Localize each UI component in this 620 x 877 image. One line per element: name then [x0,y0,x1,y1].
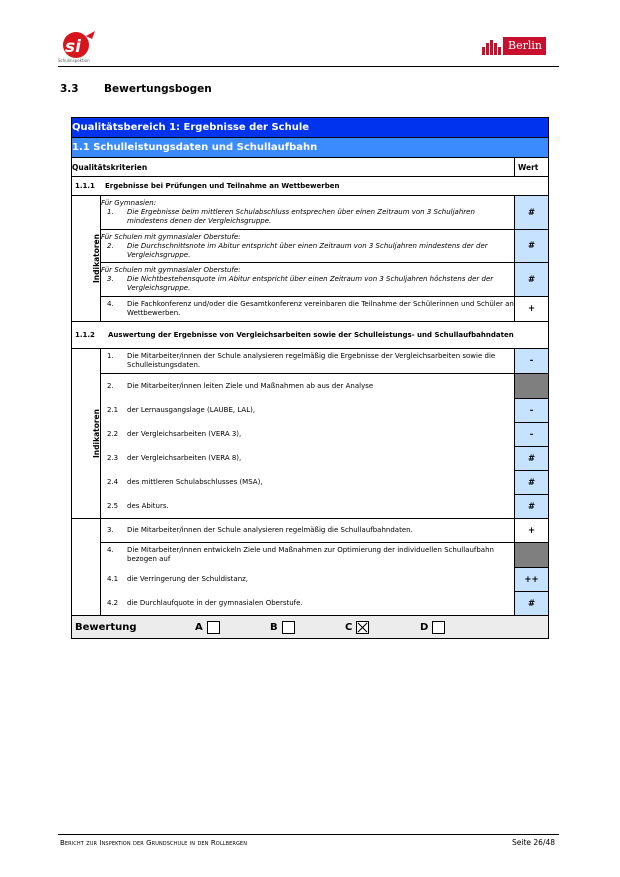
indicator-row: 2.4 des mittleren Schulabschlusses (MSA), [101,471,515,495]
checkbox[interactable] [282,621,295,634]
indicator-row: 3. Die Mitarbeiter/innen der Schule analysieren regelmäßig die Schullaufbahndaten. [101,519,515,543]
rating-label: Bewertung [75,621,137,633]
footer-report-title: Bericht zur Inspektion der Grundschule in den Rollbergen [60,839,248,847]
section-heading [60,83,212,95]
si-logo-icon [62,30,98,60]
indicator-row: Für Gymnasien: 1. Die Ergebnisse beim mittleren Schulabschluss entsprechen über einen Zeitraum von 3 Schuljahren mindestens denen der Vergleichsgruppe. [101,196,515,230]
indicator-row: 1. Die Mitarbeiter/innen der Schule analysieren regelmäßig die Ergebnisse der Vergleichsarbeiten sowie die Schulleistungsdaten. [101,349,515,374]
indicator-value: # [515,196,549,230]
indicator-value: # [515,230,549,263]
indicator-row: Für Schulen mit gymnasialer Oberstufe: 3. Die Nichtbestehensquote im Abitur entspricht über einen Zeitraum von 3 Schuljahren höchstens der der Vergleichsgruppe. [101,263,515,297]
indicator-value: + [515,519,549,543]
rating-option-a[interactable]: A [195,621,270,634]
indicator-value: # [515,447,549,471]
berlin-logo-text: Berlin [503,37,546,55]
col-value-header: Wert [515,158,549,177]
indicator-row: 2.1 der Lernausgangslage (LAUBE, LAL), [101,399,515,423]
indicator-value: # [515,263,549,297]
header-rule [58,66,559,67]
indicator-row: 2.3 der Vergleichsarbeiten (VERA 8), [101,447,515,471]
rating-table [71,117,549,639]
indicator-value [515,374,549,399]
indicator-value: # [515,592,549,616]
footer-rule [58,834,559,835]
indicator-row: 4. Die Mitarbeiter/innen entwickeln Ziele und Maßnahmen zur Optimierung der individuellen Schullaufbahn bezogen auf [101,543,515,568]
indicator-value: - [515,349,549,374]
indicator-value: # [515,471,549,495]
indicator-value [515,543,549,568]
logo-caption: Schulinspektion [58,58,90,63]
section-number: 3.3 [60,83,79,95]
criterion-heading: 1.1.1 Ergebnisse bei Prüfungen und Teilnahme an Wettbewerben [72,177,549,196]
quality-area-title: Qualitätsbereich 1: Ergebnisse der Schule [72,118,549,138]
checkbox-checked[interactable] [356,621,369,634]
indicator-row: Für Schulen mit gymnasialer Oberstufe: 2. Die Durchschnittsnote im Abitur entspricht über einen Zeitraum von 3 Schuljahren mindestens der der Vergleichsgruppe. [101,230,515,263]
indicator-row: 4. Die Fachkonferenz und/oder die Gesamtkonferenz vereinbaren die Teilnahme der Schülerinnen und Schüler an Wettbewerben. [101,297,515,322]
col-criteria-header: Qualitätskriterien [72,158,515,177]
indicator-value: - [515,399,549,423]
indicator-value: - [515,423,549,447]
berlin-logo [482,37,546,55]
checkbox[interactable] [432,621,445,634]
indicators-label: Indikatoren [72,349,101,519]
indicator-value: + [515,297,549,322]
quality-subarea-title: 1.1 Schulleistungsdaten und Schullaufbahn [72,138,549,158]
section-title: Bewertungsbogen [104,83,212,95]
rating-option-b[interactable]: B [270,621,345,634]
indicator-row: 2.5 des Abiturs. [101,495,515,519]
rating-option-d[interactable]: D [420,621,495,634]
rating-option-c[interactable]: C [345,621,420,634]
indicator-row: 4.1 die Verringerung der Schuldistanz, [101,568,515,592]
indicators-label: Indikatoren [72,196,101,322]
indicator-row: 2. Die Mitarbeiter/innen leiten Ziele und Maßnahmen ab aus der Analyse [101,374,515,399]
checkbox[interactable] [207,621,220,634]
indicator-value: # [515,495,549,519]
criterion-heading: 1.1.2 Auswertung der Ergebnisse von Vergleichsarbeiten sowie der Schulleistungs- und Schullaufbahndaten [72,322,549,349]
berlin-bear-bars-icon [482,40,501,55]
rating-row [72,616,549,639]
indicator-row: 2.2 der Vergleichsarbeiten (VERA 3), [101,423,515,447]
indicator-value: ++ [515,568,549,592]
svg-text:si: si [65,37,81,57]
indicators-label-cont [72,519,101,616]
footer-page-number: Seite 26/48 [512,838,556,847]
indicator-row: 4.2 die Durchlaufquote in der gymnasialen Oberstufe. [101,592,515,616]
